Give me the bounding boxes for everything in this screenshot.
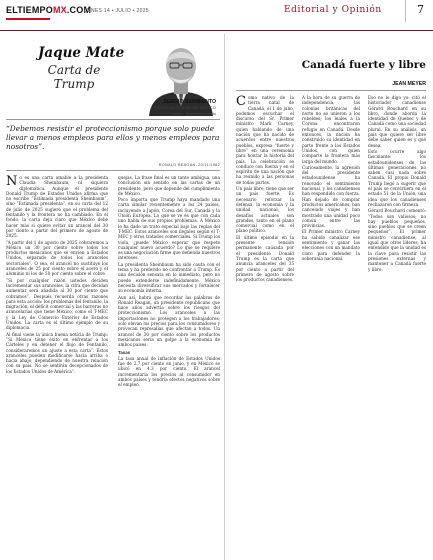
right-article-author: JEAN MEYER	[392, 81, 426, 87]
paragraph: “Si por cualquier razón ustedes deciden incrementar sus aranceles, la cifra que decidan aumentar será añadida al 30 por ciento que cobramos”. Después recuerda otras razones para esta acción: los problemas del fentanilo, la migración, el déficit comercial y las barreras no arancelarias que tiene México, como el T-MEC y la Ley de Comercio Exterior de Estados Unidos. La carta es el último ejemplo de su diplomacia.	[6, 277, 108, 331]
column-name: Jaque Mate	[38, 45, 125, 61]
paragraph: La tasa anual de inflación de Estados Unidos fue de 2.7 por ciento en junio, y en México se ubicó en 4.3 por ciento. El arancel incrementaría los precios al consumidor en ambos países y tendría efectos negativos sobre el empleo.	[118, 355, 220, 388]
right-article-col2	[302, 95, 360, 262]
pull-quote-attribution: RONALD REAGAN, 20/11/1982	[158, 163, 220, 167]
paragraph: La presidenta Sheinbaum ha sido cauta con el tema y ha preferido no confrontar a Trump. Es una decisión sensata en lo inmediato, pero no puede extenderse indefinidamente. México necesita diversificar sus mercados y fortalecer su economía interna.	[118, 261, 220, 294]
paragraph: Esto ocurre algo fascinante: los estadounidenses de las últimas generaciones no saben casi nada sobre Canadá. El propio Donald Trump llegó a sugerir que el país se convirtiera en el estado 51 de la Unión, una idea que los canadienses rechazaron con firmeza.	[368, 148, 426, 207]
right-title-rule	[236, 90, 426, 91]
paragraph: El último episodio en la presente tensión permanente causada por el presidente Donald Trump es la carta que anuncia aranceles del 35 por ciento a partir del primero de agosto sobre los productos canadienses.	[236, 234, 294, 283]
article-title	[38, 63, 110, 91]
pull-quote: “Debemos resistir el proteccionismo porque solo puede llevar a menos empleos para ellos y menos empleos para nosotros”.	[6, 124, 220, 152]
author-affiliation: DESDE LA CIUDAD DE MÉXICO	[154, 106, 216, 110]
header-rule	[0, 30, 433, 31]
article-title-line2: Trump	[53, 77, 95, 91]
section-name: Editorial y Opinión	[284, 5, 382, 15]
paragraph: Poco importa que Trump haya mandado una carta similar recientemente a los 24 países, incluyendo a Japón, Corea del Sur, Canadá y la Unión Europea. Lo que se ve es que con cada uno habla de sus propios problemas. A México le ha dado un trato especial bajo las reglas del T-MEC. Estos aranceles son ilegales según el T-MEC y otros tratados comerciales. Si Trump los viola, ¿puede México esperar que respete cualquier nuevo acuerdo? Lo que se requiere es una negociación firme que defienda nuestros intereses.	[118, 197, 220, 261]
page-divider	[405, 0, 406, 22]
paragraph: omo nativo de la tierra natal de Canadá, el 1 de julio, podemos escuchar el discurso del Sr. Primer ministro Mark Carney, quien hablando de una nación que ha nacido de acuerdos entre nuestros pueblos, expresa “fuerte y libre” en una ceremonia para honrar la historia del país. La celebración se conduce con fuerza y en el espíritu de una nación que ha reunido a las personas de todas partes.	[236, 95, 294, 185]
right-article-col1	[236, 95, 294, 283]
paragraph: Gérard Bouchard comentó: “Todos son valiosos; no hay pueblos pequeños, sino pueblos que se creen pequeños”. El primer ministro canadiense, al igual que otros líderes, ha entendido que la unidad es la clave para resistir las presiones externas y mantener a Canadá fuerte y libre.	[368, 208, 426, 272]
paragraph: Al final viene la única buena noticia de Trump: “Si México tiene éxito en enfrentar a los Cárteles y en detener el flujo de Fentanilo, consideraremos un ajuste a esta carta”. Estos aranceles pueden modificarse hacia arriba o hacia abajo, dependiendo de nuestra relación con su país. No se sentirán decepcionados de los Estados Unidos de América”.	[6, 331, 108, 374]
logo-underline	[6, 18, 50, 20]
quote-rule-bottom	[6, 170, 220, 171]
paragraph: El Primer ministro Carney ha sabido canalizar ese sentimiento y ganar las elecciones con un mandato claro para defender la soberanía nacional.	[302, 229, 360, 261]
author-name: SERGIO SARMIENTO	[163, 99, 216, 105]
paragraph: o es una carta amable a la presidenta Claudia Sheinbaum, ni siquiera diplomática. Aunque el presidente Donald Trump de Estados Unidos afirma que no escribe “Estimada presidenta Sheinbaum”, sino “Estimada presidenta”, en su carta del 12 de julio de 2025 sugiere que el problema del fentanilo y la frontera no ha cambiado. En el fondo, la carta deja claro que México debe hacer más si quiere evitar un arancel del 30 por ciento a partir del primero de agosto de 2025.	[6, 175, 108, 239]
paragraph: quejas. La frase final es un tanto ambigua, una conclusión sin sentido en las cartas de un presidente, pero que depende del cumplimiento de México.	[118, 175, 220, 196]
quote-rule-top	[6, 119, 220, 120]
newspaper-logo[interactable]: ELTIEMPOMX.COM	[6, 5, 92, 15]
paragraph: “A partir del 1 de agosto de 2025 cobraremos a México un 30 por ciento sobre todos los productos mexicanos que se envíen a Estados Unidos, separado de todos los aranceles sectoriales”. O sea, el arancel no sustituye los aranceles de 25 por ciento sobre el acero y el aluminio ni los de 50 por ciento sobre el cobre.	[6, 239, 108, 277]
article-title-line1: Carta de	[47, 63, 101, 77]
left-article-col1	[6, 175, 108, 375]
paragraph: Un país libre, tiene que ser un país fuerte. Es necesario reforzar la defensa, la economía y la unidad nacional; los desafíos actuales son grandes, tanto en el plano comercial como en el plano político.	[236, 186, 294, 234]
page-number: 7	[417, 3, 424, 16]
drop-cap: C	[236, 94, 246, 109]
paragraph: Aun así, habrá que recordar las palabras de Ronald Reagan, un presidente republicano que hace años advertía sobre los riesgos del proteccionismo. Los aranceles a las importaciones no protegen a los trabajadores; solo elevan los precios para los consumidores y provocan represalias que afectan a todos. Un arancel de 30 por ciento sobre los productos mexicanos sería un golpe a la economía de ambos países.	[118, 294, 220, 348]
paragraph: Eso no lo digo yo: citó el historiador canadiense Gérard Bouchard en su libro, donde aborda la identidad de Quebec y de Canadá como una sociedad plural. En su análisis, un país que quiere ser libre debe saber quién es y qué desea.	[368, 95, 427, 148]
subhead: Tasas	[118, 349, 131, 355]
paragraph: A la hora de su guerra de independencia, las colonias británicas del norte no se unieron a los rebeldes; los leales a la Corona encontraron refugio en Canadá. Desde entonces, la nación ha construido su identidad en parte frente a los Estados Unidos, con quien comparte la frontera más larga del mundo.	[302, 95, 360, 164]
column-divider	[224, 34, 225, 560]
right-article-col3	[368, 95, 426, 273]
right-article-title: Canadá fuerte y libre	[301, 59, 426, 71]
issue-date: LUNES 14 • JULIO • 2025	[84, 8, 149, 14]
paragraph: Curiosamente, la agresión del presidente estadounidense ha renovado el sentimiento nacional, y los canadienses han respondido con fuerza. Han dejado de comprar productos americanos, han cancelado viajes y han mostrado una unidad poco común entre las provincias.	[302, 164, 360, 229]
author-twitter[interactable]: Twitter: @sergiosarmiento	[171, 112, 216, 116]
drop-cap: N	[6, 174, 18, 189]
left-article-col2	[118, 175, 220, 389]
